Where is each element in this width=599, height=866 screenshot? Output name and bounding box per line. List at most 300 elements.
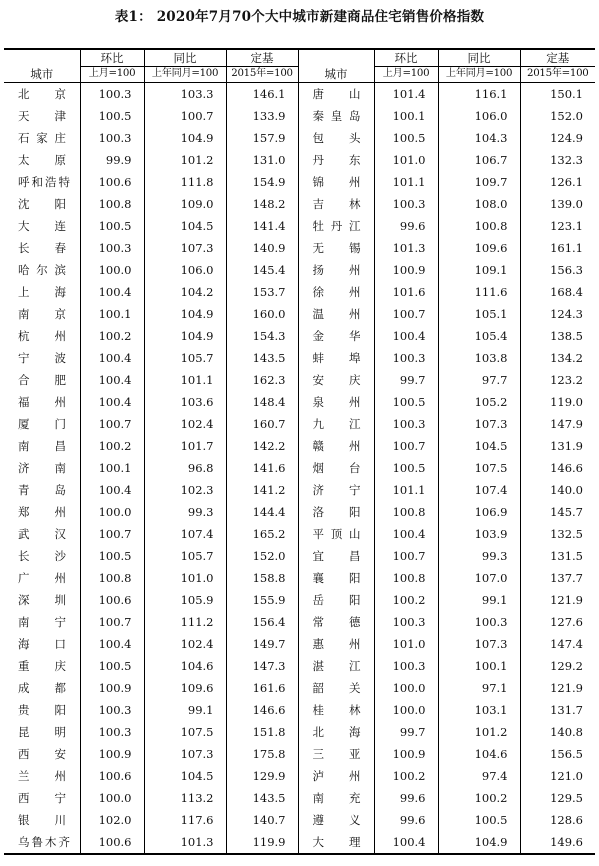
table-row bbox=[4, 655, 595, 677]
city-name: 成都 bbox=[18, 681, 66, 695]
city-name-cell bbox=[4, 655, 80, 677]
city-name-cell bbox=[298, 281, 374, 303]
yoy-index-cell: 103.3 bbox=[144, 83, 226, 106]
city-name-cell bbox=[4, 831, 80, 854]
city-name-cell bbox=[4, 633, 80, 655]
city-name: 海口 bbox=[18, 637, 66, 651]
city-name: 南充 bbox=[312, 791, 361, 805]
city-name: 吉林 bbox=[312, 197, 361, 211]
table-row bbox=[4, 611, 595, 633]
mom-index-cell: 100.7 bbox=[374, 435, 438, 457]
table-row bbox=[4, 633, 595, 655]
col-subheader-mom-base: 上月=100 bbox=[80, 67, 144, 83]
yoy-index-cell: 104.9 bbox=[144, 325, 226, 347]
fixed-base-index-cell: 141.6 bbox=[226, 457, 298, 479]
mom-index-cell: 100.2 bbox=[80, 435, 144, 457]
mom-index-cell: 99.7 bbox=[374, 369, 438, 391]
city-name-cell bbox=[298, 831, 374, 854]
mom-index-cell: 100.9 bbox=[374, 743, 438, 765]
yoy-index-cell: 100.1 bbox=[438, 655, 520, 677]
city-name-cell bbox=[4, 787, 80, 809]
table-row bbox=[4, 545, 595, 567]
yoy-index-cell: 99.3 bbox=[438, 545, 520, 567]
city-name: 金华 bbox=[312, 329, 361, 343]
city-name: 昆明 bbox=[18, 725, 66, 739]
city-name: 桂林 bbox=[312, 703, 361, 717]
city-name: 石家庄 bbox=[18, 131, 66, 145]
mom-index-cell: 99.6 bbox=[374, 809, 438, 831]
city-name: 南昌 bbox=[18, 439, 66, 453]
fixed-base-index-cell: 131.9 bbox=[520, 435, 595, 457]
fixed-base-index-cell: 152.0 bbox=[520, 105, 595, 127]
mom-index-cell: 100.6 bbox=[80, 831, 144, 854]
city-name: 韶关 bbox=[312, 681, 361, 695]
fixed-base-index-cell: 155.9 bbox=[226, 589, 298, 611]
city-name: 九江 bbox=[312, 417, 361, 431]
city-name: 烟台 bbox=[312, 461, 361, 475]
yoy-index-cell: 99.1 bbox=[144, 699, 226, 721]
fixed-base-index-cell: 149.7 bbox=[226, 633, 298, 655]
city-name: 呼和浩特 bbox=[18, 175, 70, 189]
fixed-base-index-cell: 124.3 bbox=[520, 303, 595, 325]
fixed-base-index-cell: 121.9 bbox=[520, 677, 595, 699]
city-name-cell bbox=[4, 171, 80, 193]
mom-index-cell: 100.7 bbox=[80, 413, 144, 435]
mom-index-cell: 100.7 bbox=[374, 545, 438, 567]
table-body bbox=[4, 83, 595, 855]
yoy-index-cell: 103.8 bbox=[438, 347, 520, 369]
mom-index-cell: 100.4 bbox=[80, 369, 144, 391]
city-name-cell bbox=[298, 633, 374, 655]
city-name: 包头 bbox=[312, 131, 361, 145]
fixed-base-index-cell: 138.5 bbox=[520, 325, 595, 347]
city-name: 泸州 bbox=[312, 769, 361, 783]
fixed-base-index-cell: 133.9 bbox=[226, 105, 298, 127]
yoy-index-cell: 104.3 bbox=[438, 127, 520, 149]
city-name: 武汉 bbox=[18, 527, 66, 541]
city-name: 南京 bbox=[18, 307, 66, 321]
fixed-base-index-cell: 154.3 bbox=[226, 325, 298, 347]
yoy-index-cell: 109.7 bbox=[438, 171, 520, 193]
city-name: 三亚 bbox=[312, 747, 361, 761]
fixed-base-index-cell: 140.0 bbox=[520, 479, 595, 501]
city-name: 秦皇岛 bbox=[312, 109, 361, 123]
yoy-index-cell: 113.2 bbox=[144, 787, 226, 809]
yoy-index-cell: 104.9 bbox=[144, 127, 226, 149]
city-name: 兰州 bbox=[18, 769, 66, 783]
yoy-index-cell: 101.0 bbox=[144, 567, 226, 589]
fixed-base-index-cell: 147.3 bbox=[226, 655, 298, 677]
col-subheader-mom-base-2: 上月=100 bbox=[374, 67, 438, 83]
mom-index-cell: 100.4 bbox=[80, 347, 144, 369]
city-name: 上海 bbox=[18, 285, 66, 299]
yoy-index-cell: 108.0 bbox=[438, 193, 520, 215]
city-name-cell bbox=[298, 787, 374, 809]
city-name-cell bbox=[4, 83, 80, 106]
city-name-cell bbox=[298, 457, 374, 479]
mom-index-cell: 101.3 bbox=[374, 237, 438, 259]
city-name: 济南 bbox=[18, 461, 66, 475]
city-name: 重庆 bbox=[18, 659, 66, 673]
city-name-cell bbox=[298, 105, 374, 127]
city-name-cell bbox=[298, 765, 374, 787]
fixed-base-index-cell: 141.2 bbox=[226, 479, 298, 501]
fixed-base-index-cell: 157.9 bbox=[226, 127, 298, 149]
yoy-index-cell: 102.4 bbox=[144, 413, 226, 435]
col-header-fixed: 定基 bbox=[226, 49, 298, 67]
fixed-base-index-cell: 121.9 bbox=[520, 589, 595, 611]
fixed-base-index-cell: 156.5 bbox=[520, 743, 595, 765]
fixed-base-index-cell: 161.1 bbox=[520, 237, 595, 259]
yoy-index-cell: 107.4 bbox=[438, 479, 520, 501]
yoy-index-cell: 111.8 bbox=[144, 171, 226, 193]
fixed-base-index-cell: 175.8 bbox=[226, 743, 298, 765]
city-name-cell bbox=[4, 193, 80, 215]
mom-index-cell: 100.3 bbox=[374, 655, 438, 677]
mom-index-cell: 100.5 bbox=[80, 545, 144, 567]
fixed-base-index-cell: 162.3 bbox=[226, 369, 298, 391]
fixed-base-index-cell: 123.1 bbox=[520, 215, 595, 237]
mom-index-cell: 100.4 bbox=[80, 391, 144, 413]
fixed-base-index-cell: 141.4 bbox=[226, 215, 298, 237]
yoy-index-cell: 100.2 bbox=[438, 787, 520, 809]
city-name-cell bbox=[298, 413, 374, 435]
table-title: 表1： 2020年7月70个大中城市新建商品住宅销售价格指数 bbox=[114, 9, 485, 25]
city-name: 厦门 bbox=[18, 417, 66, 431]
fixed-base-index-cell: 150.1 bbox=[520, 83, 595, 106]
table-row bbox=[4, 435, 595, 457]
fixed-base-index-cell: 168.4 bbox=[520, 281, 595, 303]
mom-index-cell: 100.3 bbox=[80, 127, 144, 149]
table-row bbox=[4, 369, 595, 391]
yoy-index-cell: 104.2 bbox=[144, 281, 226, 303]
table-row bbox=[4, 215, 595, 237]
yoy-index-cell: 105.7 bbox=[144, 545, 226, 567]
col-subheader-yoy-base-2: 上年同月=100 bbox=[438, 67, 520, 83]
table-row bbox=[4, 457, 595, 479]
mom-index-cell: 100.3 bbox=[80, 721, 144, 743]
city-name: 安庆 bbox=[312, 373, 361, 387]
yoy-index-cell: 103.9 bbox=[438, 523, 520, 545]
yoy-index-cell: 105.7 bbox=[144, 347, 226, 369]
mom-index-cell: 100.5 bbox=[374, 127, 438, 149]
city-name: 郑州 bbox=[18, 505, 66, 519]
yoy-index-cell: 101.2 bbox=[144, 149, 226, 171]
city-name: 南宁 bbox=[18, 615, 66, 629]
yoy-index-cell: 111.2 bbox=[144, 611, 226, 633]
fixed-base-index-cell: 131.7 bbox=[520, 699, 595, 721]
fixed-base-index-cell: 144.4 bbox=[226, 501, 298, 523]
city-name: 温州 bbox=[312, 307, 361, 321]
city-name-cell bbox=[298, 479, 374, 501]
mom-index-cell: 100.0 bbox=[80, 501, 144, 523]
yoy-index-cell: 104.6 bbox=[438, 743, 520, 765]
city-name: 宁波 bbox=[18, 351, 66, 365]
fixed-base-index-cell: 119.9 bbox=[226, 831, 298, 854]
col-subheader-fixed-base-2: 2015年=100 bbox=[520, 67, 595, 83]
table-row bbox=[4, 743, 595, 765]
table-row bbox=[4, 677, 595, 699]
yoy-index-cell: 105.2 bbox=[438, 391, 520, 413]
city-name: 哈尔滨 bbox=[18, 263, 66, 277]
city-name: 泉州 bbox=[312, 395, 361, 409]
city-name: 广州 bbox=[18, 571, 66, 585]
yoy-index-cell: 102.4 bbox=[144, 633, 226, 655]
fixed-base-index-cell: 146.6 bbox=[520, 457, 595, 479]
table-row bbox=[4, 83, 595, 106]
mom-index-cell: 100.0 bbox=[80, 259, 144, 281]
table-row bbox=[4, 567, 595, 589]
mom-index-cell: 101.1 bbox=[374, 479, 438, 501]
yoy-index-cell: 106.9 bbox=[438, 501, 520, 523]
fixed-base-index-cell: 156.4 bbox=[226, 611, 298, 633]
table-row bbox=[4, 193, 595, 215]
mom-index-cell: 100.8 bbox=[80, 567, 144, 589]
table-row bbox=[4, 589, 595, 611]
city-name: 杭州 bbox=[18, 329, 66, 343]
table-row bbox=[4, 303, 595, 325]
city-name-cell bbox=[298, 259, 374, 281]
city-name: 无锡 bbox=[312, 241, 361, 255]
city-name: 蚌埠 bbox=[312, 351, 361, 365]
fixed-base-index-cell: 161.6 bbox=[226, 677, 298, 699]
yoy-index-cell: 107.4 bbox=[144, 523, 226, 545]
fixed-base-index-cell: 139.0 bbox=[520, 193, 595, 215]
yoy-index-cell: 117.6 bbox=[144, 809, 226, 831]
table-row bbox=[4, 831, 595, 854]
city-name-cell bbox=[4, 699, 80, 721]
mom-index-cell: 100.6 bbox=[80, 765, 144, 787]
city-name-cell bbox=[4, 721, 80, 743]
city-name: 大连 bbox=[18, 219, 66, 233]
table-row bbox=[4, 699, 595, 721]
mom-index-cell: 100.4 bbox=[80, 479, 144, 501]
mom-index-cell: 100.5 bbox=[374, 457, 438, 479]
yoy-index-cell: 104.5 bbox=[144, 765, 226, 787]
yoy-index-cell: 96.8 bbox=[144, 457, 226, 479]
col-header-yoy-2: 同比 bbox=[438, 49, 520, 67]
yoy-index-cell: 109.6 bbox=[438, 237, 520, 259]
mom-index-cell: 99.7 bbox=[374, 721, 438, 743]
fixed-base-index-cell: 160.7 bbox=[226, 413, 298, 435]
fixed-base-index-cell: 151.8 bbox=[226, 721, 298, 743]
mom-index-cell: 100.3 bbox=[80, 699, 144, 721]
table-row bbox=[4, 765, 595, 787]
city-name: 贵阳 bbox=[18, 703, 66, 717]
mom-index-cell: 100.1 bbox=[80, 303, 144, 325]
mom-index-cell: 100.0 bbox=[374, 677, 438, 699]
city-name: 扬州 bbox=[312, 263, 361, 277]
city-name-cell bbox=[298, 743, 374, 765]
mom-index-cell: 100.9 bbox=[80, 743, 144, 765]
mom-index-cell: 100.0 bbox=[374, 699, 438, 721]
col-subheader-yoy-base: 上年同月=100 bbox=[144, 67, 226, 83]
table-row bbox=[4, 479, 595, 501]
fixed-base-index-cell: 131.0 bbox=[226, 149, 298, 171]
fixed-base-index-cell: 134.2 bbox=[520, 347, 595, 369]
mom-index-cell: 99.9 bbox=[80, 149, 144, 171]
city-name-cell bbox=[298, 611, 374, 633]
yoy-index-cell: 104.9 bbox=[438, 831, 520, 854]
city-name-cell bbox=[4, 259, 80, 281]
city-name: 合肥 bbox=[18, 373, 66, 387]
city-name-cell bbox=[298, 523, 374, 545]
mom-index-cell: 100.6 bbox=[80, 171, 144, 193]
mom-index-cell: 100.1 bbox=[80, 457, 144, 479]
fixed-base-index-cell: 131.5 bbox=[520, 545, 595, 567]
city-name-cell bbox=[4, 303, 80, 325]
col-header-city-2: 城市 bbox=[298, 49, 374, 83]
city-name-cell bbox=[298, 501, 374, 523]
city-name: 徐州 bbox=[312, 285, 361, 299]
city-name-cell bbox=[4, 347, 80, 369]
col-header-mom-2: 环比 bbox=[374, 49, 438, 67]
table-row bbox=[4, 523, 595, 545]
mom-index-cell: 100.3 bbox=[80, 83, 144, 106]
fixed-base-index-cell: 143.5 bbox=[226, 787, 298, 809]
mom-index-cell: 101.0 bbox=[374, 633, 438, 655]
city-name-cell bbox=[4, 567, 80, 589]
city-name: 济宁 bbox=[312, 483, 361, 497]
yoy-index-cell: 104.5 bbox=[144, 215, 226, 237]
col-subheader-fixed-base: 2015年=100 bbox=[226, 67, 298, 83]
mom-index-cell: 100.4 bbox=[80, 633, 144, 655]
city-name-cell bbox=[298, 655, 374, 677]
col-header-city: 城市 bbox=[4, 49, 80, 83]
fixed-base-index-cell: 123.2 bbox=[520, 369, 595, 391]
yoy-index-cell: 107.3 bbox=[438, 633, 520, 655]
mom-index-cell: 100.4 bbox=[374, 325, 438, 347]
yoy-index-cell: 99.1 bbox=[438, 589, 520, 611]
yoy-index-cell: 109.1 bbox=[438, 259, 520, 281]
city-name-cell bbox=[298, 721, 374, 743]
mom-index-cell: 100.2 bbox=[80, 325, 144, 347]
mom-index-cell: 101.4 bbox=[374, 83, 438, 106]
fixed-base-index-cell: 140.8 bbox=[520, 721, 595, 743]
yoy-index-cell: 105.9 bbox=[144, 589, 226, 611]
city-name: 唐山 bbox=[312, 87, 361, 101]
mom-index-cell: 100.7 bbox=[80, 611, 144, 633]
yoy-index-cell: 111.6 bbox=[438, 281, 520, 303]
city-name: 遵义 bbox=[312, 813, 361, 827]
table-row bbox=[4, 809, 595, 831]
yoy-index-cell: 97.1 bbox=[438, 677, 520, 699]
fixed-base-index-cell: 132.5 bbox=[520, 523, 595, 545]
fixed-base-index-cell: 119.0 bbox=[520, 391, 595, 413]
mom-index-cell: 101.0 bbox=[374, 149, 438, 171]
city-name: 天津 bbox=[18, 109, 66, 123]
mom-index-cell: 100.5 bbox=[80, 655, 144, 677]
table-row bbox=[4, 171, 595, 193]
city-name-cell bbox=[4, 611, 80, 633]
mom-index-cell: 100.3 bbox=[374, 193, 438, 215]
city-name: 福州 bbox=[18, 395, 66, 409]
mom-index-cell: 100.4 bbox=[374, 831, 438, 854]
mom-index-cell: 100.8 bbox=[80, 193, 144, 215]
table-row bbox=[4, 413, 595, 435]
mom-index-cell: 100.8 bbox=[374, 501, 438, 523]
table-row bbox=[4, 281, 595, 303]
city-name-cell bbox=[4, 677, 80, 699]
city-name: 长春 bbox=[18, 241, 66, 255]
fixed-base-index-cell: 146.1 bbox=[226, 83, 298, 106]
table-row bbox=[4, 325, 595, 347]
yoy-index-cell: 107.3 bbox=[144, 237, 226, 259]
city-name-cell bbox=[4, 391, 80, 413]
fixed-base-index-cell: 121.0 bbox=[520, 765, 595, 787]
city-name: 洛阳 bbox=[312, 505, 361, 519]
city-name-cell bbox=[4, 743, 80, 765]
mom-index-cell: 100.0 bbox=[80, 787, 144, 809]
yoy-index-cell: 109.0 bbox=[144, 193, 226, 215]
price-index-table bbox=[4, 48, 595, 855]
city-name-cell bbox=[298, 545, 374, 567]
table-row bbox=[4, 721, 595, 743]
table-row bbox=[4, 501, 595, 523]
yoy-index-cell: 100.3 bbox=[438, 611, 520, 633]
city-name-cell bbox=[298, 589, 374, 611]
mom-index-cell: 101.6 bbox=[374, 281, 438, 303]
mom-index-cell: 100.8 bbox=[374, 567, 438, 589]
fixed-base-index-cell: 124.9 bbox=[520, 127, 595, 149]
city-name: 长沙 bbox=[18, 549, 66, 563]
city-name: 牡丹江 bbox=[312, 219, 361, 233]
yoy-index-cell: 101.1 bbox=[144, 369, 226, 391]
mom-index-cell: 102.0 bbox=[80, 809, 144, 831]
fixed-base-index-cell: 148.4 bbox=[226, 391, 298, 413]
city-name: 西安 bbox=[18, 747, 66, 761]
city-name-cell bbox=[4, 523, 80, 545]
mom-index-cell: 100.5 bbox=[80, 215, 144, 237]
fixed-base-index-cell: 152.0 bbox=[226, 545, 298, 567]
mom-index-cell: 100.4 bbox=[80, 281, 144, 303]
fixed-base-index-cell: 129.9 bbox=[226, 765, 298, 787]
fixed-base-index-cell: 160.0 bbox=[226, 303, 298, 325]
fixed-base-index-cell: 143.5 bbox=[226, 347, 298, 369]
city-name-cell bbox=[4, 325, 80, 347]
city-name-cell bbox=[298, 193, 374, 215]
city-name: 锦州 bbox=[312, 175, 361, 189]
mom-index-cell: 100.3 bbox=[374, 413, 438, 435]
fixed-base-index-cell: 132.3 bbox=[520, 149, 595, 171]
fixed-base-index-cell: 158.8 bbox=[226, 567, 298, 589]
mom-index-cell: 100.3 bbox=[374, 611, 438, 633]
fixed-base-index-cell: 147.4 bbox=[520, 633, 595, 655]
mom-index-cell: 100.9 bbox=[374, 259, 438, 281]
city-name-cell bbox=[4, 127, 80, 149]
city-name: 岳阳 bbox=[312, 593, 361, 607]
mom-index-cell: 99.6 bbox=[374, 215, 438, 237]
city-name-cell bbox=[298, 149, 374, 171]
yoy-index-cell: 100.5 bbox=[438, 809, 520, 831]
yoy-index-cell: 101.3 bbox=[144, 831, 226, 854]
city-name-cell bbox=[4, 105, 80, 127]
city-name: 深圳 bbox=[18, 593, 66, 607]
city-name-cell bbox=[4, 809, 80, 831]
fixed-base-index-cell: 165.2 bbox=[226, 523, 298, 545]
city-name-cell bbox=[298, 127, 374, 149]
city-name: 西宁 bbox=[18, 791, 66, 805]
yoy-index-cell: 107.3 bbox=[144, 743, 226, 765]
city-name: 丹东 bbox=[312, 153, 361, 167]
city-name: 惠州 bbox=[312, 637, 361, 651]
city-name: 青岛 bbox=[18, 483, 66, 497]
city-name-cell bbox=[298, 237, 374, 259]
table-row bbox=[4, 787, 595, 809]
city-name: 大理 bbox=[312, 835, 361, 849]
yoy-index-cell: 101.7 bbox=[144, 435, 226, 457]
fixed-base-index-cell: 153.7 bbox=[226, 281, 298, 303]
